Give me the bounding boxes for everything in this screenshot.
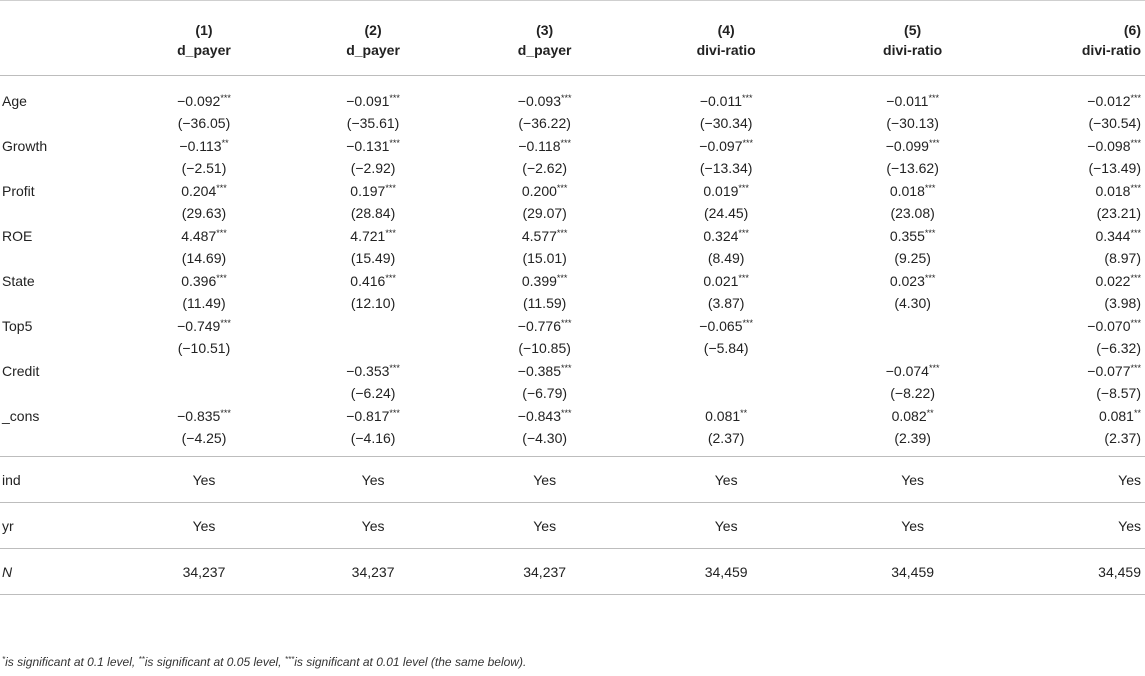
significance-stars: *** xyxy=(561,92,572,103)
tstat-cell: (28.84) xyxy=(350,205,396,221)
tstat-cell: (23.21) xyxy=(1096,205,1141,221)
tstat-cell: (−2.92) xyxy=(350,160,396,176)
coef-cell xyxy=(632,180,821,201)
coef-value: −0.385 xyxy=(517,362,561,379)
tstat-cell: (−4.25) xyxy=(181,430,227,446)
coef-cell xyxy=(821,405,1005,426)
coef-value: −0.065 xyxy=(699,317,743,334)
col-num: (4) xyxy=(717,22,735,38)
significance-stars: *** xyxy=(1130,362,1141,373)
header-blank xyxy=(0,40,119,76)
coef-cell xyxy=(821,76,1005,112)
coef-value: 0.023 xyxy=(889,272,925,289)
coef-row xyxy=(0,180,1145,201)
significance-stars: *** xyxy=(1130,182,1141,193)
coef-value: 4.721 xyxy=(350,227,386,244)
tstat-cell: (−2.62) xyxy=(522,160,568,176)
significance-stars: *** xyxy=(928,137,940,148)
coef-cell xyxy=(458,76,632,112)
coef-row xyxy=(0,225,1145,246)
coef-value: −0.092 xyxy=(177,92,221,109)
coef-value: −0.749 xyxy=(177,317,221,334)
note-text: is significant at 0.01 level (the same below). xyxy=(294,655,527,669)
coef-value: −0.843 xyxy=(517,407,561,424)
tstat-cell: (24.45) xyxy=(703,205,749,221)
tstat-cell: (−36.22) xyxy=(518,115,571,131)
coef-cell xyxy=(1005,315,1145,336)
significance-stars: *** xyxy=(1130,317,1141,328)
coef-cell xyxy=(458,405,632,426)
tstat-cell: (11.49) xyxy=(182,295,226,311)
variable-name: Growth xyxy=(2,137,48,154)
significance-stars: *** xyxy=(924,182,936,193)
label-blank xyxy=(0,111,119,135)
significance-stars: *** xyxy=(556,182,568,193)
tstat-cell: (12.10) xyxy=(350,295,396,311)
coef-value: −0.099 xyxy=(885,137,929,154)
tstat-row xyxy=(0,111,1145,135)
significance-stars: *** xyxy=(1130,137,1141,148)
variable-name: Profit xyxy=(2,182,35,199)
label-blank xyxy=(0,336,119,360)
coef-cell xyxy=(632,405,821,426)
tstat-row xyxy=(0,201,1145,225)
coef-row xyxy=(0,135,1145,156)
coef-cell xyxy=(1005,225,1145,246)
coef-cell xyxy=(632,270,821,291)
summary-cell: 34,459 xyxy=(1098,563,1141,580)
coef-value: 0.355 xyxy=(889,227,925,244)
tstat-cell: (−10.51) xyxy=(177,340,231,356)
coef-cell xyxy=(458,135,632,156)
tstat-cell: (−8.57) xyxy=(1096,385,1141,401)
summary-cell: 34,237 xyxy=(182,563,226,580)
tstat-cell: (−30.54) xyxy=(1088,115,1141,131)
coef-row xyxy=(0,76,1145,112)
coef-value: 0.081 xyxy=(1098,407,1134,424)
coef-value: 0.022 xyxy=(1095,272,1131,289)
coef-value: 0.197 xyxy=(350,182,386,199)
significance-stars: *** xyxy=(220,407,231,418)
coef-cell xyxy=(289,135,458,156)
coef-cell xyxy=(289,76,458,112)
tstat-cell: (−6.32) xyxy=(1096,340,1141,356)
coef-cell xyxy=(119,76,288,112)
significance-stars: *** xyxy=(1130,227,1141,238)
coef-value: −0.131 xyxy=(346,137,390,154)
tstat-cell: (−2.51) xyxy=(181,160,227,176)
coef-cell xyxy=(632,225,821,246)
header-row-numbers xyxy=(0,20,1145,40)
coef-cell xyxy=(119,270,288,291)
summary-cell: Yes xyxy=(533,471,557,488)
coef-value: −0.835 xyxy=(177,407,221,424)
coef-cell xyxy=(289,405,458,426)
header-blank xyxy=(0,20,119,40)
tstat-cell xyxy=(632,381,821,405)
coef-cell xyxy=(289,225,458,246)
label-blank xyxy=(0,156,119,180)
coef-cell xyxy=(1005,405,1145,426)
tstat-row xyxy=(0,156,1145,180)
coef-value: −0.011 xyxy=(699,92,742,109)
tstat-cell: (29.07) xyxy=(522,205,567,221)
tstat-cell: (8.49) xyxy=(707,250,745,266)
coef-cell xyxy=(1005,76,1145,112)
tstat-cell: (15.01) xyxy=(522,250,567,266)
significance-stars: *** xyxy=(561,362,572,373)
coef-cell xyxy=(458,270,632,291)
coef-value: 0.344 xyxy=(1095,227,1131,244)
summary-cell: Yes xyxy=(1118,517,1141,534)
significance-stars: *** xyxy=(216,272,227,283)
coef-row xyxy=(0,315,1145,336)
header-row-dependent xyxy=(0,40,1145,76)
coef-value: −0.091 xyxy=(346,92,390,109)
significance-stars: *** xyxy=(924,227,936,238)
significance-stars: *** xyxy=(556,227,568,238)
coef-value: 0.396 xyxy=(181,272,217,289)
tstat-cell: (14.69) xyxy=(181,250,227,266)
tstat-cell xyxy=(119,381,288,405)
regression-table xyxy=(0,20,1145,595)
significance-stars: *** xyxy=(220,317,231,328)
tstat-cell: (2.37) xyxy=(707,430,745,446)
tstat-cell: (8.97) xyxy=(1104,250,1141,266)
coef-value: 0.081 xyxy=(705,407,741,424)
significance-stars: *** xyxy=(556,272,568,283)
significance-stars: *** xyxy=(738,182,749,193)
coef-cell xyxy=(119,180,288,201)
summary-cell: Yes xyxy=(901,471,925,488)
summary-cell: Yes xyxy=(533,517,557,534)
significance-stars: *** xyxy=(742,137,754,148)
coef-cell xyxy=(119,405,288,426)
coef-row xyxy=(0,405,1145,426)
coef-value: 0.018 xyxy=(889,182,925,199)
significance-stars: *** xyxy=(385,272,396,283)
coef-value: −0.070 xyxy=(1087,317,1131,334)
col-num: (5) xyxy=(904,22,922,38)
coef-cell xyxy=(289,270,458,291)
coef-value: 0.018 xyxy=(1095,182,1131,199)
coef-value: −0.817 xyxy=(346,407,390,424)
coef-row xyxy=(0,360,1145,381)
summary-row xyxy=(0,549,1145,595)
summary-cell: 34,459 xyxy=(891,563,935,580)
coef-cell xyxy=(821,135,1005,156)
coef-value: −0.011 xyxy=(886,92,929,109)
coef-cell xyxy=(119,315,288,336)
tstat-cell: (−6.79) xyxy=(522,385,568,401)
coef-cell xyxy=(458,315,632,336)
coef-cell xyxy=(458,180,632,201)
coef-cell xyxy=(821,315,1005,336)
significance-stars: *** xyxy=(924,272,936,283)
col-dep: d_payer xyxy=(346,42,400,58)
significance-stars: *** xyxy=(741,92,753,103)
coef-cell xyxy=(289,315,458,336)
variable-name: State xyxy=(2,272,35,289)
tstat-cell: (−35.61) xyxy=(346,115,400,131)
coef-value: 4.487 xyxy=(181,227,217,244)
significance-stars: *** xyxy=(216,182,227,193)
tstat-cell: (11.59) xyxy=(522,295,567,311)
tstat-cell: (23.08) xyxy=(890,205,935,221)
summary-label: ind xyxy=(2,471,21,488)
note-sym: *** xyxy=(284,655,295,664)
coef-cell xyxy=(289,180,458,201)
note-sym: * xyxy=(2,655,6,664)
tstat-row xyxy=(0,426,1145,457)
coef-cell xyxy=(119,360,288,381)
coef-value: −0.113 xyxy=(179,137,222,154)
coef-value: 4.577 xyxy=(521,227,557,244)
summary-cell: Yes xyxy=(361,517,385,534)
coef-cell xyxy=(458,225,632,246)
summary-cell: Yes xyxy=(901,517,925,534)
tstat-cell: (−4.16) xyxy=(350,430,396,446)
coef-cell xyxy=(1005,135,1145,156)
label-blank xyxy=(0,426,119,457)
coef-value: 0.204 xyxy=(181,182,217,199)
tstat-cell xyxy=(289,336,458,360)
significance-stars: *** xyxy=(1130,272,1141,283)
tstat-cell: (−30.34) xyxy=(699,115,753,131)
coef-cell xyxy=(632,76,821,112)
variable-name: Credit xyxy=(2,362,40,379)
significance-stars: ** xyxy=(926,407,934,418)
tstat-cell: (−10.85) xyxy=(518,340,571,356)
tstat-cell: (−13.49) xyxy=(1088,160,1141,176)
tstat-cell: (29.63) xyxy=(181,205,227,221)
coef-value: 0.416 xyxy=(350,272,386,289)
tstat-cell: (2.39) xyxy=(894,430,931,446)
coef-value: −0.776 xyxy=(517,317,561,334)
summary-cell: Yes xyxy=(192,517,216,534)
summary-cell: Yes xyxy=(192,471,216,488)
tstat-row xyxy=(0,336,1145,360)
tstat-cell: (−30.13) xyxy=(886,115,939,131)
coef-value: −0.098 xyxy=(1087,137,1131,154)
tstat-cell: (15.49) xyxy=(350,250,396,266)
col-dep: d_payer xyxy=(517,42,572,58)
tstat-row xyxy=(0,246,1145,270)
coef-cell xyxy=(821,270,1005,291)
coef-cell xyxy=(119,135,288,156)
summary-row xyxy=(0,457,1145,503)
col-num: (6) xyxy=(1123,22,1141,38)
significance-stars: *** xyxy=(216,227,227,238)
summary-cell: Yes xyxy=(361,471,385,488)
tstat-cell xyxy=(821,336,1005,360)
significance-stars: *** xyxy=(742,317,754,328)
summary-label: yr xyxy=(2,517,14,534)
significance-stars: ** xyxy=(740,407,748,418)
significance-stars: *** xyxy=(561,317,572,328)
coef-value: 0.021 xyxy=(703,272,739,289)
tstat-cell: (3.98) xyxy=(1104,295,1141,311)
coef-value: −0.118 xyxy=(518,137,561,154)
summary-cell: Yes xyxy=(714,517,738,534)
coef-cell xyxy=(458,360,632,381)
col-num: (1) xyxy=(195,22,213,38)
coef-value: 0.019 xyxy=(703,182,739,199)
variable-name: ROE xyxy=(2,227,33,244)
tstat-cell: (3.87) xyxy=(707,295,745,311)
tstat-cell: (9.25) xyxy=(894,250,931,266)
significance-stars: *** xyxy=(389,92,400,103)
col-dep: divi-ratio xyxy=(1081,42,1141,58)
coef-value: 0.082 xyxy=(891,407,927,424)
coef-cell xyxy=(632,135,821,156)
significance-stars: *** xyxy=(385,182,396,193)
coef-row xyxy=(0,270,1145,291)
tstat-cell: (−13.62) xyxy=(886,160,939,176)
tstat-cell: (−36.05) xyxy=(177,115,231,131)
coef-cell xyxy=(289,360,458,381)
summary-row xyxy=(0,503,1145,549)
coef-cell xyxy=(821,225,1005,246)
significance-stars: ** xyxy=(1133,407,1141,418)
tstat-cell: (−8.22) xyxy=(890,385,935,401)
tstat-row xyxy=(0,291,1145,315)
significance-stars: *** xyxy=(220,92,231,103)
label-blank xyxy=(0,381,119,405)
note-text: is significant at 0.1 level, xyxy=(5,655,139,669)
coef-cell xyxy=(821,360,1005,381)
col-dep: d_payer xyxy=(177,42,231,58)
label-blank xyxy=(0,246,119,270)
tstat-cell: (2.37) xyxy=(1104,430,1141,446)
tstat-cell: (−13.34) xyxy=(699,160,753,176)
col-dep: divi-ratio xyxy=(883,42,943,58)
coef-value: −0.074 xyxy=(885,362,929,379)
tstat-cell: (−4.30) xyxy=(522,430,568,446)
significance-stars: *** xyxy=(928,362,940,373)
significance-stars: *** xyxy=(928,92,939,103)
tstat-cell: (−5.84) xyxy=(703,340,749,356)
summary-label: N xyxy=(2,563,13,580)
variable-name: Top5 xyxy=(2,317,33,334)
significance-stars: *** xyxy=(738,227,749,238)
summary-cell: 34,237 xyxy=(351,563,395,580)
coef-value: −0.097 xyxy=(699,137,743,154)
coef-cell xyxy=(1005,360,1145,381)
table-footnote xyxy=(2,655,526,669)
significance-stars: *** xyxy=(385,227,396,238)
significance-stars: *** xyxy=(738,272,749,283)
label-blank xyxy=(0,291,119,315)
col-num: (2) xyxy=(364,22,382,38)
coef-cell xyxy=(632,315,821,336)
note-sym: ** xyxy=(138,655,145,664)
summary-cell: Yes xyxy=(1118,471,1141,488)
note-text: is significant at 0.05 level, xyxy=(144,655,285,669)
summary-cell: 34,237 xyxy=(523,563,567,580)
label-blank xyxy=(0,201,119,225)
col-num: (3) xyxy=(536,22,554,38)
coef-value: −0.093 xyxy=(517,92,561,109)
tstat-row xyxy=(0,381,1145,405)
coef-value: −0.353 xyxy=(346,362,390,379)
coef-value: −0.077 xyxy=(1087,362,1131,379)
summary-cell: Yes xyxy=(714,471,738,488)
significance-stars: *** xyxy=(389,362,400,373)
variable-name: Age xyxy=(2,92,27,109)
top-divider xyxy=(0,0,1145,1)
coef-cell xyxy=(821,180,1005,201)
significance-stars: ** xyxy=(221,137,229,148)
significance-stars: *** xyxy=(389,407,400,418)
variable-name: _cons xyxy=(2,407,40,424)
significance-stars: *** xyxy=(560,137,571,148)
coef-cell xyxy=(119,225,288,246)
col-dep: divi-ratio xyxy=(696,42,756,58)
significance-stars: *** xyxy=(389,137,400,148)
coef-value: 0.324 xyxy=(703,227,739,244)
tstat-cell: (4.30) xyxy=(894,295,931,311)
significance-stars: *** xyxy=(561,407,572,418)
coef-cell xyxy=(1005,180,1145,201)
coef-value: −0.012 xyxy=(1087,92,1131,109)
coef-value: 0.200 xyxy=(521,182,557,199)
tstat-cell: (−6.24) xyxy=(350,385,396,401)
coef-cell xyxy=(632,360,821,381)
summary-cell: 34,459 xyxy=(704,563,748,580)
coef-value: 0.399 xyxy=(521,272,557,289)
coef-cell xyxy=(1005,270,1145,291)
significance-stars: *** xyxy=(1130,92,1141,103)
